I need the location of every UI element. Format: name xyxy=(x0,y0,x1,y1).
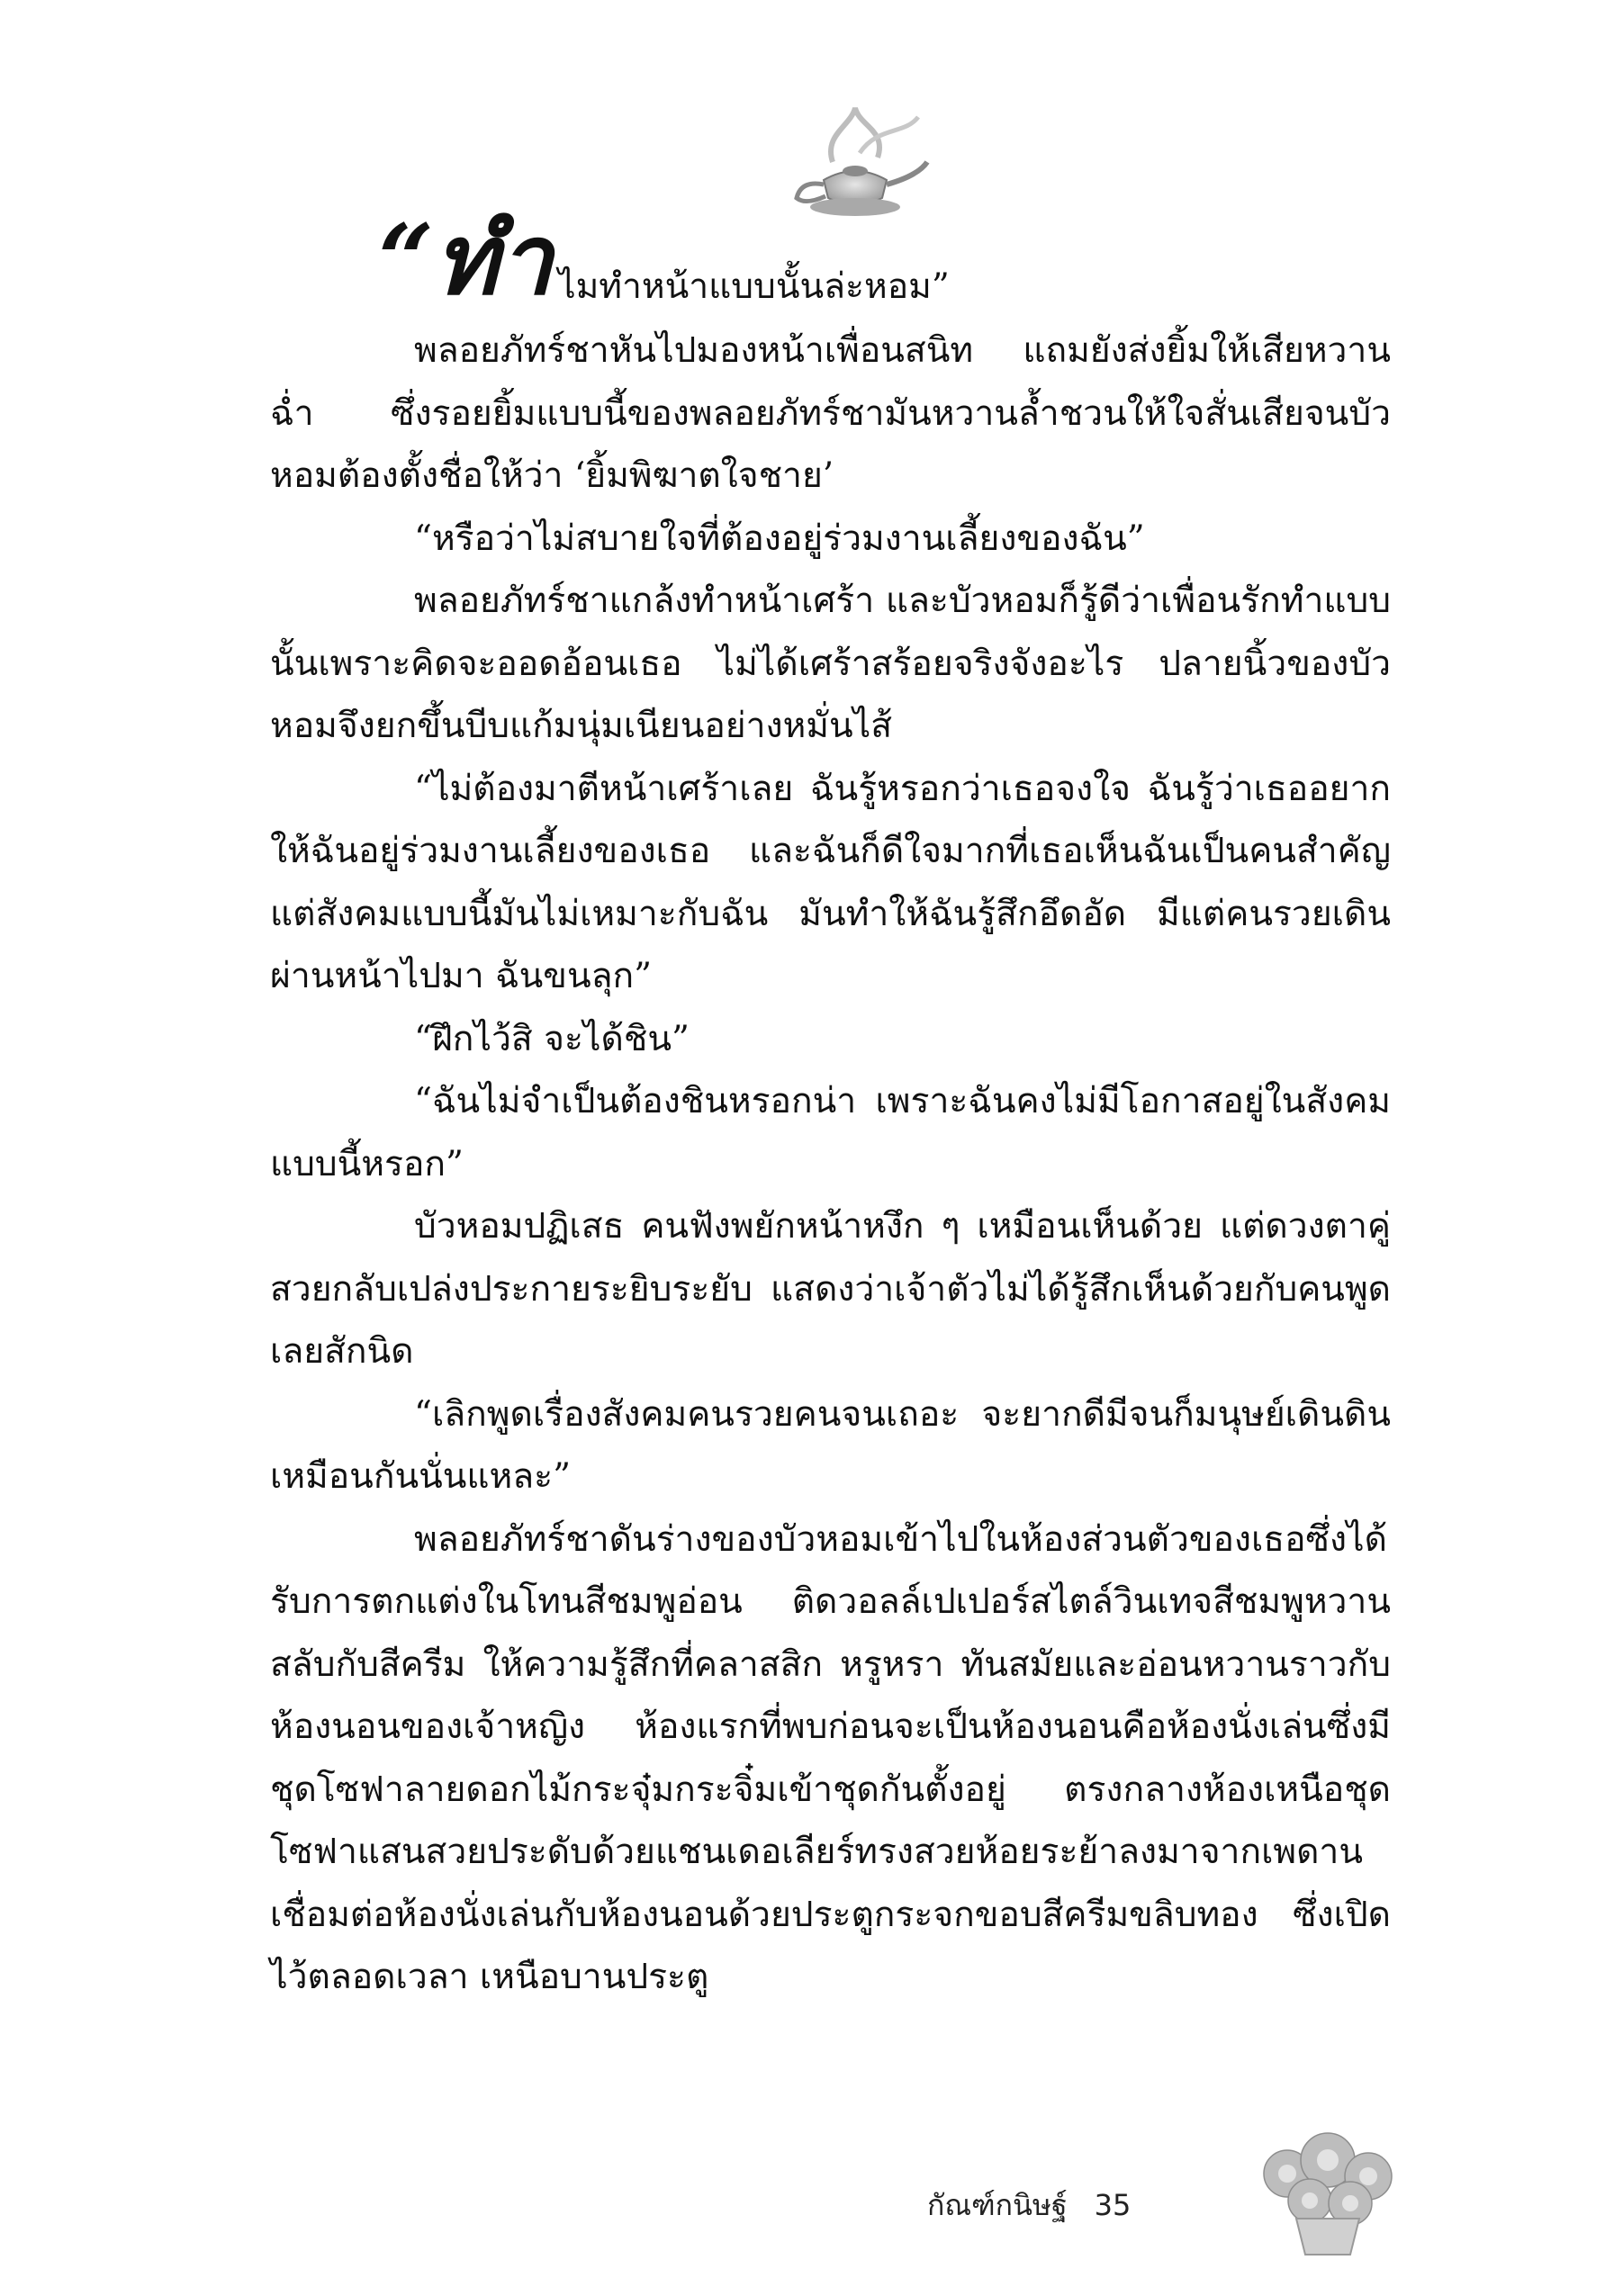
chapter-opening xyxy=(378,203,950,320)
opening-line: ไมทำหน้าแบบนั้นล่ะหอม” xyxy=(557,266,950,307)
paragraph: “ไม่ต้องมาตีหน้าเศร้าเลย ฉันรู้หรอกว่าเธอจงใจ ฉันรู้ว่าเธออยากให้ฉันอยู่ร่วมงานเลี้ยงของเธอ และฉันก็ดีใจมากที่เธอเห็นฉันเป็นคนสำคัญ แต่สังคมแบบนี้มันไม่เหมาะกับฉัน มันทำให้ฉันรู้สึกอึดอัด มีแต่คนรวยเดินผ่านหน้าไปมา ฉันขนลุก” xyxy=(270,768,1391,996)
paragraph: พลอยภัทร์ชาแกล้งทำหน้าเศร้า และบัวหอมก็รู้ดีว่าเพื่อนรักทำแบบนั้นเพราะคิดจะออดอ้อนเธอ ไม่ได้เศร้าสร้อยจริงจังอะไร ปลายนิ้วของบัวหอมจึงยกขึ้นบีบแก้มนุ่มเนียนอย่างหมั่นไส้ xyxy=(270,581,1391,746)
flower-bouquet-icon xyxy=(1247,2124,1409,2259)
paragraph: “หรือว่าไม่สบายใจที่ต้องอยู่ร่วมงานเลี้ยงของฉัน” xyxy=(414,518,1145,559)
drop-cap: “ทำ xyxy=(378,203,553,317)
paragraph: “ฝึกไว้สิ จะได้ชิน” xyxy=(414,1018,690,1059)
paragraph: บัวหอมปฏิเสธ คนฟังพยักหน้าหงึก ๆ เหมือนเห็นด้วย แต่ดวงตาคู่สวยกลับเปล่งประกายระยิบระยับ แสดงว่าเจ้าตัวไม่ได้รู้สึกเห็นด้วยกับคนพูดเลยสักนิด xyxy=(270,1206,1391,1372)
paragraph: “ฉันไม่จำเป็นต้องชินหรอกน่า เพราะฉันคงไม่มีโอกาสอยู่ในสังคมแบบนี้หรอก” xyxy=(270,1081,1391,1184)
paragraph: พลอยภัทร์ชาหันไปมองหน้าเพื่อนสนิท แถมยังส่งยิ้มให้เสียหวานฉ่ำ ซึ่งรอยยิ้มแบบนี้ของพลอยภัทร์ชามันหวานล้ำชวนให้ใจสั่นเสียจนบัวหอมต้องตั้งชื่อให้ว่า ‘ยิ้มพิฆาตใจชาย’ xyxy=(270,330,1391,496)
paragraph: “เลิกพูดเรื่องสังคมคนรวยคนจนเถอะ จะยากดีมีจนก็มนุษย์เดินดินเหมือนกันนั่นแหละ” xyxy=(270,1393,1391,1497)
body-text xyxy=(270,320,1391,2009)
page-number: 35 xyxy=(1094,2188,1132,2222)
page-footer xyxy=(927,2183,1131,2228)
paragraph: พลอยภัทร์ชาดันร่างของบัวหอมเข้าไปในห้องส่วนตัวของเธอซึ่งได้รับการตกแต่งในโทนสีชมพูอ่อน ติดวอลล์เปเปอร์สไตล์วินเทจสีชมพูหวานสลับกับสีครีม ให้ความรู้สึกที่คลาสสิก หรูหรา ทันสมัยและอ่อนหวานราวกับห้องนอนของเจ้าหญิง ห้องแรกที่พบก่อนจะเป็นห้องนอนคือห้องนั่งเล่นซึ่งมีชุดโซฟาลายดอกไม้กระจุ๋มกระจิ๋มเข้าชุดกันตั้งอยู่ ตรงกลางห้องเหนือชุดโซฟาแสนสวยประดับด้วยแชนเดอเลียร์ทรงสวยห้อยระย้าลงมาจากเพดาน เชื่อมต่อห้องนั่งเล่นกับห้องนอนด้วยประตูกระจกขอบสีครีมขลิบทอง ซึ่งเปิดไว้ตลอดเวลา เหนือบานประตู xyxy=(270,1518,1391,1997)
book-title: กัณฑ์กนิษฐ์ xyxy=(927,2188,1068,2222)
